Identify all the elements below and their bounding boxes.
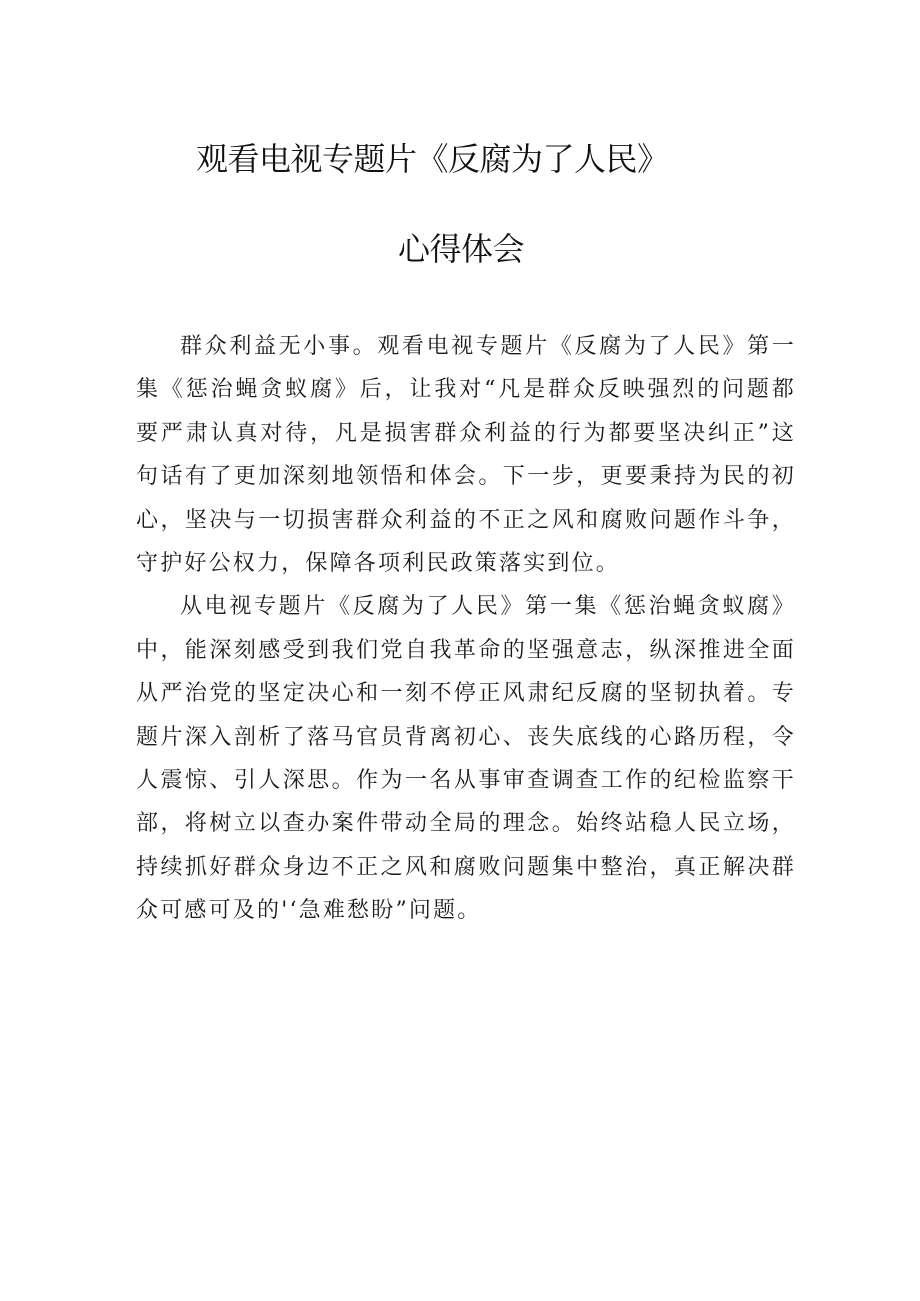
document-subtitle: 心得体会 [398, 230, 525, 268]
paragraph-1: 群众利益无小事。观看电视专题片《反腐为了人民》第一集《惩治蝇贪蚁腐》后，让我对“凡是群众反映强烈的问题都要严肃认真对待，凡是损害群众利益的行为都要坚决纠正”这句话有了更加深刻地领悟和体会。下一步，更要秉持为民的初心，坚决与一切损害群众利益的不正之风和腐败问题作斗争，守护好公权力，保障各项利民政策落实到位。 [136, 334, 796, 577]
paragraph-2: 从电视专题片《反腐为了人民》第一集《惩治蝇贪蚁腐》中，能深刻感受到我们党自我革命的坚强意志，纵深推进全面从严治党的坚定决心和一刻不停正风肃纪反腐的坚韧执着。专题片深入剖析了落马官员背离初心、丧失底线的心路历程，令人震惊、引人深思。作为一名从事审查调查工作的纪检监察干部，将树立以查办案件带动全局的理念。始终站稳人民立场，持续抓好群众身边不正之风和腐败问题集中整治，真正解决群众可感可及的'‘急难愁盼”问题。 [136, 594, 796, 924]
document-body [136, 325, 796, 933]
document-title: 观看电视专题片《反腐为了人民》 [196, 140, 669, 178]
